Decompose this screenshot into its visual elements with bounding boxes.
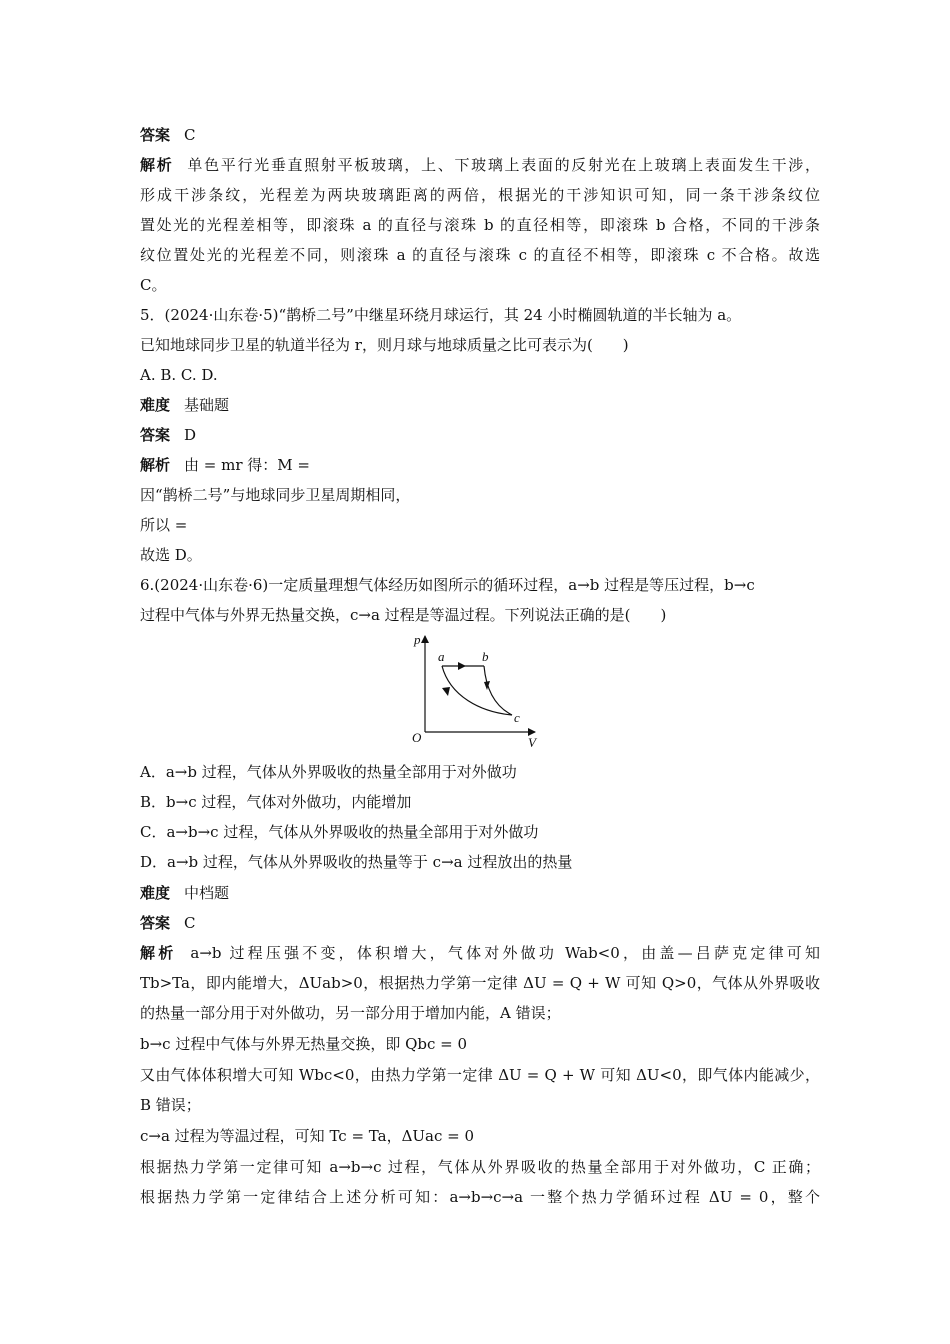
q5-answer-line bbox=[140, 420, 820, 450]
q6-difficulty: 中档题 bbox=[184, 884, 230, 902]
q6-option-c: C．a→b→c 过程，气体从外界吸收的热量全部用于对外做功 bbox=[140, 823, 539, 841]
point-a-label: a bbox=[438, 649, 445, 664]
q6-option-d: D．a→b 过程，气体从外界吸收的热量等于 c→a 过程放出的热量 bbox=[140, 853, 573, 871]
ab-direction-arrow bbox=[458, 662, 466, 670]
q4-analysis-line-4: 纹位置处光的光程差不同，则滚珠 a 的直径与滚珠 c 的直径不相等，即滚珠 c 不合格。故选 bbox=[140, 246, 820, 264]
q4-analysis-line-2: 形成干涉条纹，光程差为两块玻璃距离的两倍，根据光的干涉知识可知，同一条干涉条纹位 bbox=[140, 186, 820, 204]
q6-analysis-line-4: b→c 过程中气体与外界无热量交换，即 Qbc = 0 bbox=[140, 1035, 468, 1053]
q4-analysis-line-5: C。 bbox=[140, 276, 167, 294]
analysis-label: 解析 bbox=[140, 456, 171, 474]
q6-answer-line bbox=[140, 908, 820, 938]
q6-analysis-line-2: Tb>Ta，即内能增大，ΔUab>0，根据热力学第一定律 ΔU = Q + W 可知 Q>0，气体从外界吸收 bbox=[140, 974, 820, 992]
q6-analysis-line-6: B 错误； bbox=[140, 1096, 201, 1114]
q6-difficulty-line bbox=[140, 878, 820, 908]
q5-stem-line-2: 已知地球同步卫星的轨道半径为 r，则月球与地球质量之比可表示为( ) bbox=[140, 336, 629, 354]
answer-label: 答案 bbox=[140, 914, 171, 932]
ca-direction-arrow bbox=[442, 687, 450, 696]
pv-diagram bbox=[400, 628, 550, 752]
q6-stem-line-2: 过程中气体与外界无热量交换，c→a 过程是等温过程。下列说法正确的是( ) bbox=[140, 606, 667, 624]
origin-label: O bbox=[412, 730, 422, 745]
bc-process-curve bbox=[484, 666, 512, 715]
q6-analysis-line-3: 的热量一部分用于对外做功，另一部分用于增加内能，A 错误； bbox=[140, 1004, 561, 1022]
q5-stem-line-1: 5．(2024·山东卷·5)“鹊桥二号”中继星环绕月球运行，其 24 小时椭圆轨道的半长轴为 a。 bbox=[140, 306, 742, 324]
q5-answer: D bbox=[184, 426, 197, 444]
q6-answer: C bbox=[184, 914, 196, 932]
point-b-label: b bbox=[482, 649, 489, 664]
q6-analysis-line-7: c→a 过程为等温过程，可知 Tc = Ta，ΔUac = 0 bbox=[140, 1127, 475, 1145]
analysis-label: 解析 bbox=[140, 156, 174, 174]
q4-answer-line bbox=[140, 120, 820, 150]
answer-label: 答案 bbox=[140, 426, 171, 444]
q5-difficulty-line bbox=[140, 390, 820, 420]
v-axis-label: V bbox=[528, 735, 536, 750]
analysis-label: 解析 bbox=[140, 944, 177, 962]
answer-label: 答案 bbox=[140, 126, 171, 144]
q6-analysis-line-5: 又由气体体积增大可知 Wbc<0，由热力学第一定律 ΔU = Q + W 可知 ΔU<0，即气体内能减少， bbox=[140, 1066, 820, 1084]
q5-options: A. B. C. D. bbox=[140, 366, 218, 384]
q5-analysis-line-1: 解析 由 = mr 得：M = bbox=[140, 456, 310, 474]
point-c-label: c bbox=[514, 710, 520, 725]
q6-option-a: A．a→b 过程，气体从外界吸收的热量全部用于对外做功 bbox=[140, 763, 517, 781]
q6-option-b: B．b→c 过程，气体对外做功，内能增加 bbox=[140, 793, 412, 811]
difficulty-label: 难度 bbox=[140, 884, 171, 902]
difficulty-label: 难度 bbox=[140, 396, 171, 414]
q4-analysis-line-1: 解析 单色平行光垂直照射平板玻璃，上、下玻璃上表面的反射光在上玻璃上表面发生干涉， bbox=[140, 156, 820, 174]
q5-analysis-line-2: 因“鹊桥二号”与地球同步卫星周期相同， bbox=[140, 486, 411, 504]
q6-stem-line-1: 6.(2024·山东卷·6)一定质量理想气体经历如图所示的循环过程，a→b 过程是等压过程，b→c bbox=[140, 576, 755, 594]
q6-analysis-line-8: 根据热力学第一定律可知 a→b→c 过程，气体从外界吸收的热量全部用于对外做功，C 正确； bbox=[140, 1158, 820, 1176]
q4-analysis-line-3: 置处光的光程差相等，即滚珠 a 的直径与滚珠 b 的直径相等，即滚珠 b 合格，不同的干涉条 bbox=[140, 216, 820, 234]
q6-analysis-line-1: 解析 a→b 过程压强不变，体积增大，气体对外做功 Wab<0，由盖—吕萨克定律可知 bbox=[140, 944, 820, 962]
q5-analysis-line-4: 故选 D。 bbox=[140, 546, 202, 564]
q5-analysis-line-3: 所以 = bbox=[140, 516, 188, 534]
p-axis-label: p bbox=[414, 632, 421, 647]
q6-analysis-line-9: 根据热力学第一定律结合上述分析可知：a→b→c→a 一整个热力学循环过程 ΔU = 0，整个 bbox=[140, 1188, 820, 1206]
q4-answer: C bbox=[184, 126, 196, 144]
q5-difficulty: 基础题 bbox=[184, 396, 230, 414]
